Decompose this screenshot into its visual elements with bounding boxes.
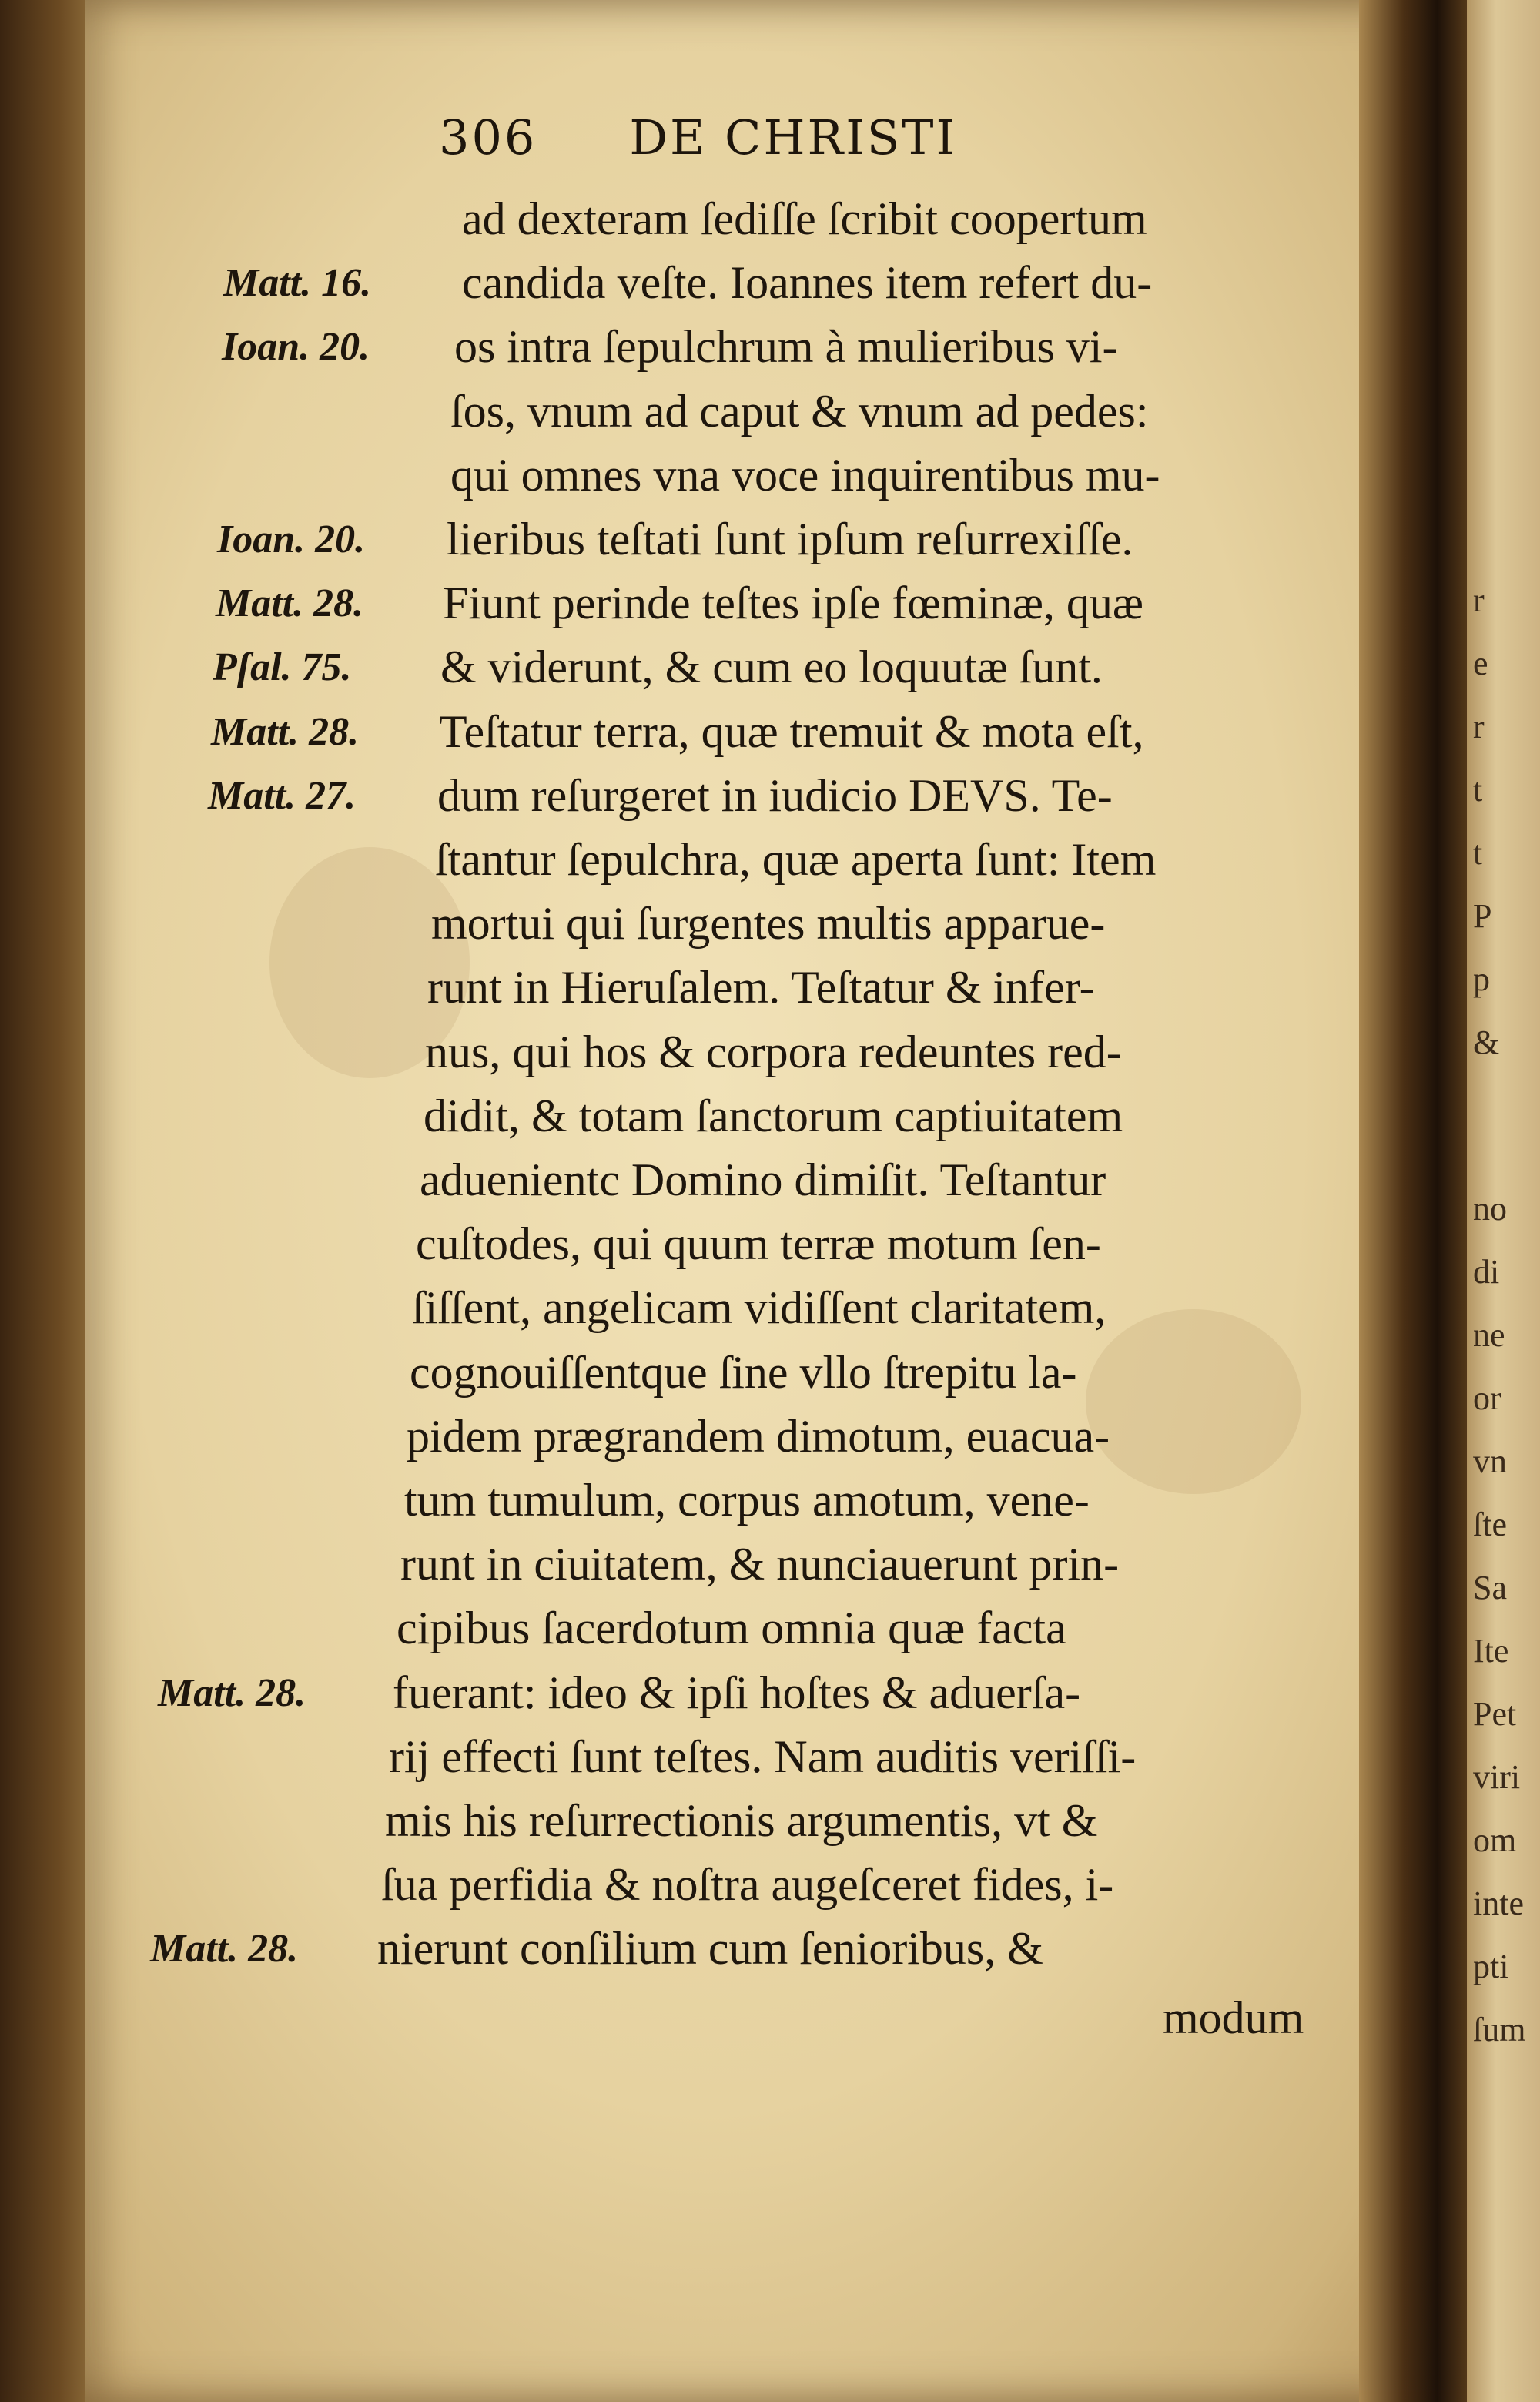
running-header: [439, 109, 958, 166]
facing-page-fragment: &: [1473, 1023, 1500, 1061]
margin-reference: Matt. 28.: [211, 710, 360, 754]
facing-page-fragment: P: [1473, 897, 1492, 935]
facing-page-fragment: pti: [1473, 1948, 1509, 1985]
facing-page-fragment: om: [1473, 1821, 1517, 1859]
facing-page-fragment: r: [1473, 708, 1485, 745]
text-line: nus, qui hos & corpora redeuntes red-: [425, 1027, 1122, 1077]
text-line: fuerant: ideo & ipſi hoſtes & aduerſa-: [393, 1667, 1081, 1718]
text-line: didit, & totam ſanctorum captiuitatem: [424, 1090, 1123, 1141]
text-line: & viderunt, & cum eo loquutæ ſunt.: [440, 642, 1103, 692]
text-line: candida veſte. Ioannes item refert du-: [462, 257, 1153, 308]
page-number: 306: [439, 109, 537, 166]
facing-page-fragment: or: [1473, 1379, 1502, 1417]
facing-page-fragment: inte: [1473, 1884, 1524, 1922]
text-line: cipibus ſacerdotum omnia quæ facta: [397, 1603, 1066, 1653]
text-line: lieribus teſtati ſunt ipſum reſurrexiſſe.: [447, 514, 1133, 564]
text-line: tum tumulum, corpus amotum, vene-: [404, 1475, 1090, 1526]
running-title: DE CHRISTI: [629, 109, 958, 166]
facing-page-fragment: no: [1473, 1190, 1507, 1228]
text-line: nierunt conſilium cum ſenioribus, &: [377, 1923, 1043, 1974]
text-line: pidem prægrandem dimotum, euacua-: [407, 1411, 1110, 1462]
facing-page-fragment: Sa: [1473, 1569, 1507, 1606]
margin-reference: Pſal. 75.: [213, 645, 352, 689]
facing-page-fragment: Pet: [1473, 1695, 1517, 1733]
text-line: runt in Hieruſalem. Teſtatur & infer-: [427, 962, 1095, 1013]
facing-page-fragment: Ite: [1473, 1632, 1509, 1670]
text-line: Teſtatur terra, quæ tremuit & mota eſt,: [439, 706, 1144, 757]
facing-page-fragment: p: [1473, 960, 1490, 998]
text-line: qui omnes vna voce inquirentibus mu-: [450, 450, 1160, 501]
text-line: aduenientc Domino dimiſit. Teſtantur: [420, 1154, 1106, 1205]
text-line: cognouiſſentque ſine vllo ſtrepitu la-: [410, 1347, 1077, 1398]
text-line: ſiſſent, angelicam vidiſſent claritatem,: [412, 1282, 1106, 1333]
paper-stain: [1086, 1309, 1301, 1494]
margin-reference: Matt. 28.: [216, 581, 364, 625]
facing-page-fragment: r: [1473, 581, 1485, 619]
text-line: dum reſurgeret in iudicio DEVS. Te-: [437, 770, 1113, 821]
facing-page-fragment: e: [1473, 645, 1488, 682]
text-line: cuſtodes, qui quum terræ motum ſen-: [416, 1218, 1101, 1269]
facing-page-edge: [1467, 0, 1540, 2402]
facing-page-fragment: di: [1473, 1253, 1500, 1291]
facing-page-fragment: viri: [1473, 1758, 1521, 1796]
text-line: Fiunt perinde teſtes ipſe fœminæ, quæ: [443, 578, 1143, 628]
text-line: rij effecti ſunt teſtes. Nam auditis veriſſi-: [389, 1731, 1137, 1782]
text-line: os intra ſepulchrum à mulieribus vi-: [454, 321, 1118, 372]
facing-page-fragment: t: [1473, 834, 1483, 872]
catchword: modum: [1163, 1992, 1304, 2043]
facing-page-fragment: ſum: [1473, 2011, 1526, 2049]
margin-reference: Matt. 28.: [150, 1927, 299, 1971]
text-line: mortui qui ſurgentes multis apparue-: [431, 898, 1106, 949]
facing-page-fragment: vn: [1473, 1442, 1507, 1480]
margin-reference: Ioan. 20.: [222, 325, 370, 369]
text-line: mis his reſurrectionis argumentis, vt &: [385, 1795, 1098, 1846]
facing-page-fragment: ſte: [1473, 1506, 1507, 1543]
text-line: ſua perfidia & noſtra augeſceret fides, i-: [381, 1859, 1114, 1910]
text-line: runt in ciuitatem, & nunciauerunt prin-: [400, 1539, 1120, 1590]
margin-reference: Ioan. 20.: [217, 518, 366, 561]
book-gutter: [1359, 0, 1471, 2402]
text-line: ad dexteram ſediſſe ſcribit coopertum: [462, 193, 1147, 244]
facing-page-fragment: ne: [1473, 1316, 1505, 1354]
margin-reference: Matt. 28.: [158, 1671, 306, 1715]
margin-reference: Matt. 16.: [223, 261, 372, 305]
facing-page-fragment: t: [1473, 771, 1483, 809]
text-line: ſtantur ſepulchra, quæ aperta ſunt: Item: [435, 834, 1157, 885]
margin-reference: Matt. 27.: [208, 774, 357, 818]
text-line: ſos, vnum ad caput & vnum ad pedes:: [450, 386, 1149, 437]
